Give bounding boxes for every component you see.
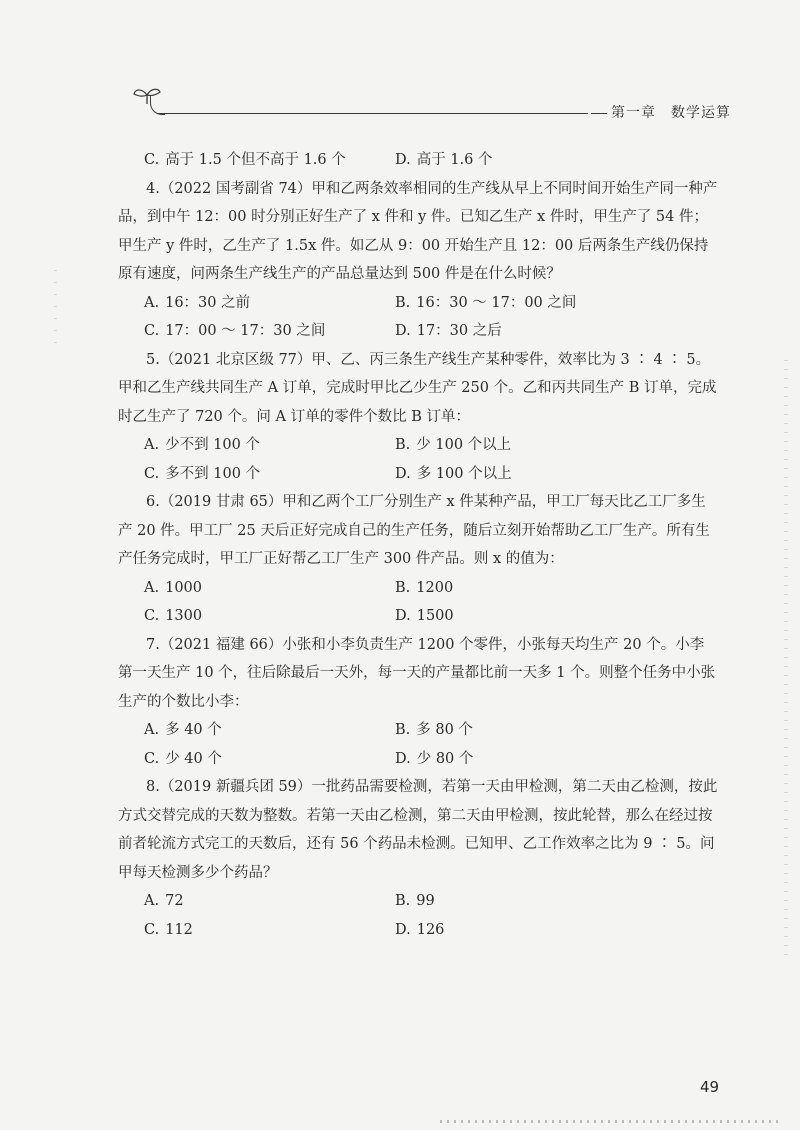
option-text: 17：30 之后 [416, 323, 502, 339]
prev-question-options [144, 146, 718, 175]
option-b[interactable] [395, 574, 718, 603]
header-rule [158, 113, 588, 114]
option-label: B. [395, 437, 411, 453]
option-label: D. [395, 323, 411, 339]
option-a[interactable] [144, 574, 395, 603]
header-curve [150, 95, 165, 115]
option-text: 少 40 个 [165, 750, 222, 767]
option-list [144, 431, 718, 488]
question-block [118, 346, 718, 489]
option-text: 少不到 100 个 [165, 437, 260, 453]
question-block [118, 631, 718, 774]
option-text: 1300 [165, 608, 203, 624]
option-c[interactable] [144, 602, 395, 631]
scan-edge-artifact [784, 360, 788, 960]
option-text: 多 100 个以上 [416, 465, 512, 482]
page-number: 49 [700, 1078, 720, 1096]
option-text: 多 40 个 [165, 722, 222, 738]
option-label: C. [144, 323, 160, 339]
option-label: B. [395, 294, 411, 311]
option-text: 126 [416, 921, 445, 938]
option-a[interactable] [144, 716, 395, 745]
option-c[interactable]: C. 高于 1.5 个但不高于 1.6 个 [144, 152, 346, 168]
option-text: 多 80 个 [416, 722, 473, 738]
option-label: B. [395, 579, 411, 596]
question-text: 4.（2022 国考副省 74）甲和乙两条效率相同的生产线从早上不同时间开始生产同一种产品，到中午 12：00 时分别正好生产了 x 件和 y 件。已知乙生产 x 件时，甲生产了 54 件；甲生产 y 件时，乙生产了 1.5x 件。如乙从 9：00 开始生产且 12：00 后两条生产线仍保持原有速度，问两条生产线生产的产品总量达到 500 件是在什么时候？ [118, 180, 718, 282]
option-label: C. [144, 750, 160, 767]
question-text: 5.（2021 北京区级 77）甲、乙、丙三条生产线生产某种零件，效率比为 3 ∶ 4 ∶ 5。甲和乙生产线共同生产 A 订单，完成时甲比乙少生产 250 个。乙和丙共同生产 B 订单，完成时乙生产了 720 个。问 A 订单的零件个数比 B 订单： [118, 351, 717, 425]
question-content [118, 146, 718, 944]
option-d[interactable] [395, 317, 718, 346]
option-c[interactable] [144, 916, 395, 945]
option-label: A. [144, 437, 160, 453]
option-list [144, 289, 718, 346]
option-label: A. [144, 722, 160, 738]
option-d[interactable] [395, 745, 718, 774]
option-list [144, 574, 718, 631]
option-text: 72 [165, 893, 184, 909]
option-label: C. [144, 608, 160, 624]
option-text: 17：00 ～ 17：30 之间 [165, 323, 326, 339]
option-label: A. [144, 294, 160, 311]
option-b[interactable] [395, 431, 718, 460]
option-text: 112 [165, 921, 193, 938]
option-c[interactable] [144, 317, 395, 346]
option-text: 少 80 个 [416, 750, 474, 767]
option-text: 1000 [165, 579, 202, 596]
option-label: D. [395, 465, 411, 482]
option-label: D. [395, 750, 411, 767]
option-text: 1200 [416, 579, 454, 596]
option-text: 99 [416, 893, 435, 909]
question-text: 6.（2019 甘肃 65）甲和乙两个工厂分别生产 x 件某种产品，甲工厂每天比乙工厂多生产 20 件。甲工厂 25 天后正好完成自己的生产任务，随后立刻开始帮助乙工厂生产。所有生产任务完成时，甲工厂正好帮乙工厂生产 300 件产品。则 x 的值为： [118, 494, 710, 567]
scan-bottom-artifact [440, 1120, 780, 1123]
option-list [144, 716, 718, 773]
option-text: 少 100 个以上 [416, 437, 512, 453]
option-d[interactable]: D. 高于 1.6 个 [395, 152, 493, 168]
question-list [118, 175, 718, 945]
option-b[interactable] [395, 887, 718, 916]
option-d[interactable] [395, 602, 718, 631]
option-label: B. [395, 722, 411, 738]
option-text: 16：30 ～ 17：00 之间 [416, 294, 577, 311]
option-b[interactable] [395, 289, 718, 318]
question-block [118, 175, 718, 346]
question-block [118, 488, 718, 631]
option-label: A. [144, 893, 160, 909]
option-text: 多不到 100 个 [165, 465, 261, 482]
option-a[interactable] [144, 431, 395, 460]
question-text: 7.（2021 福建 66）小张和小李负责生产 1200 个零件，小张每天均生产 20 个。小李第一天生产 10 个，往后除最后一天外，每一天的产量都比前一天多 1 个。则整个任务中小张生产的个数比小李： [118, 636, 716, 710]
option-text: 1500 [416, 608, 454, 624]
option-a[interactable] [144, 289, 395, 318]
scan-edge-artifact-left [54, 270, 57, 350]
option-text: 16：30 之前 [165, 294, 251, 311]
option-label: D. [395, 608, 411, 624]
option-c[interactable] [144, 745, 395, 774]
question-text: 8.（2019 新疆兵团 59）一批药品需要检测，若第一天由甲检测，第二天由乙检测，按此方式交替完成的天数为整数。若第一天由乙检测，第二天由甲检测，按此轮替，那么在经过按前者轮流方式完工的天数后，还有 56 个药品未检测。已知甲、乙工作效率之比为 9 ∶ 5。问甲每天检测多少个药品？ [118, 779, 718, 881]
option-label: C. [144, 465, 160, 482]
option-label: A. [144, 579, 160, 596]
option-c[interactable] [144, 460, 395, 489]
chapter-title: 第一章 数学运算 [591, 102, 731, 122]
option-label: C. [144, 921, 160, 938]
option-label: B. [395, 893, 411, 909]
option-d[interactable] [395, 916, 718, 945]
option-a[interactable] [144, 887, 395, 916]
option-list [144, 887, 718, 944]
option-d[interactable] [395, 460, 718, 489]
question-block [118, 773, 718, 944]
option-label: D. [395, 921, 411, 938]
option-b[interactable] [395, 716, 718, 745]
